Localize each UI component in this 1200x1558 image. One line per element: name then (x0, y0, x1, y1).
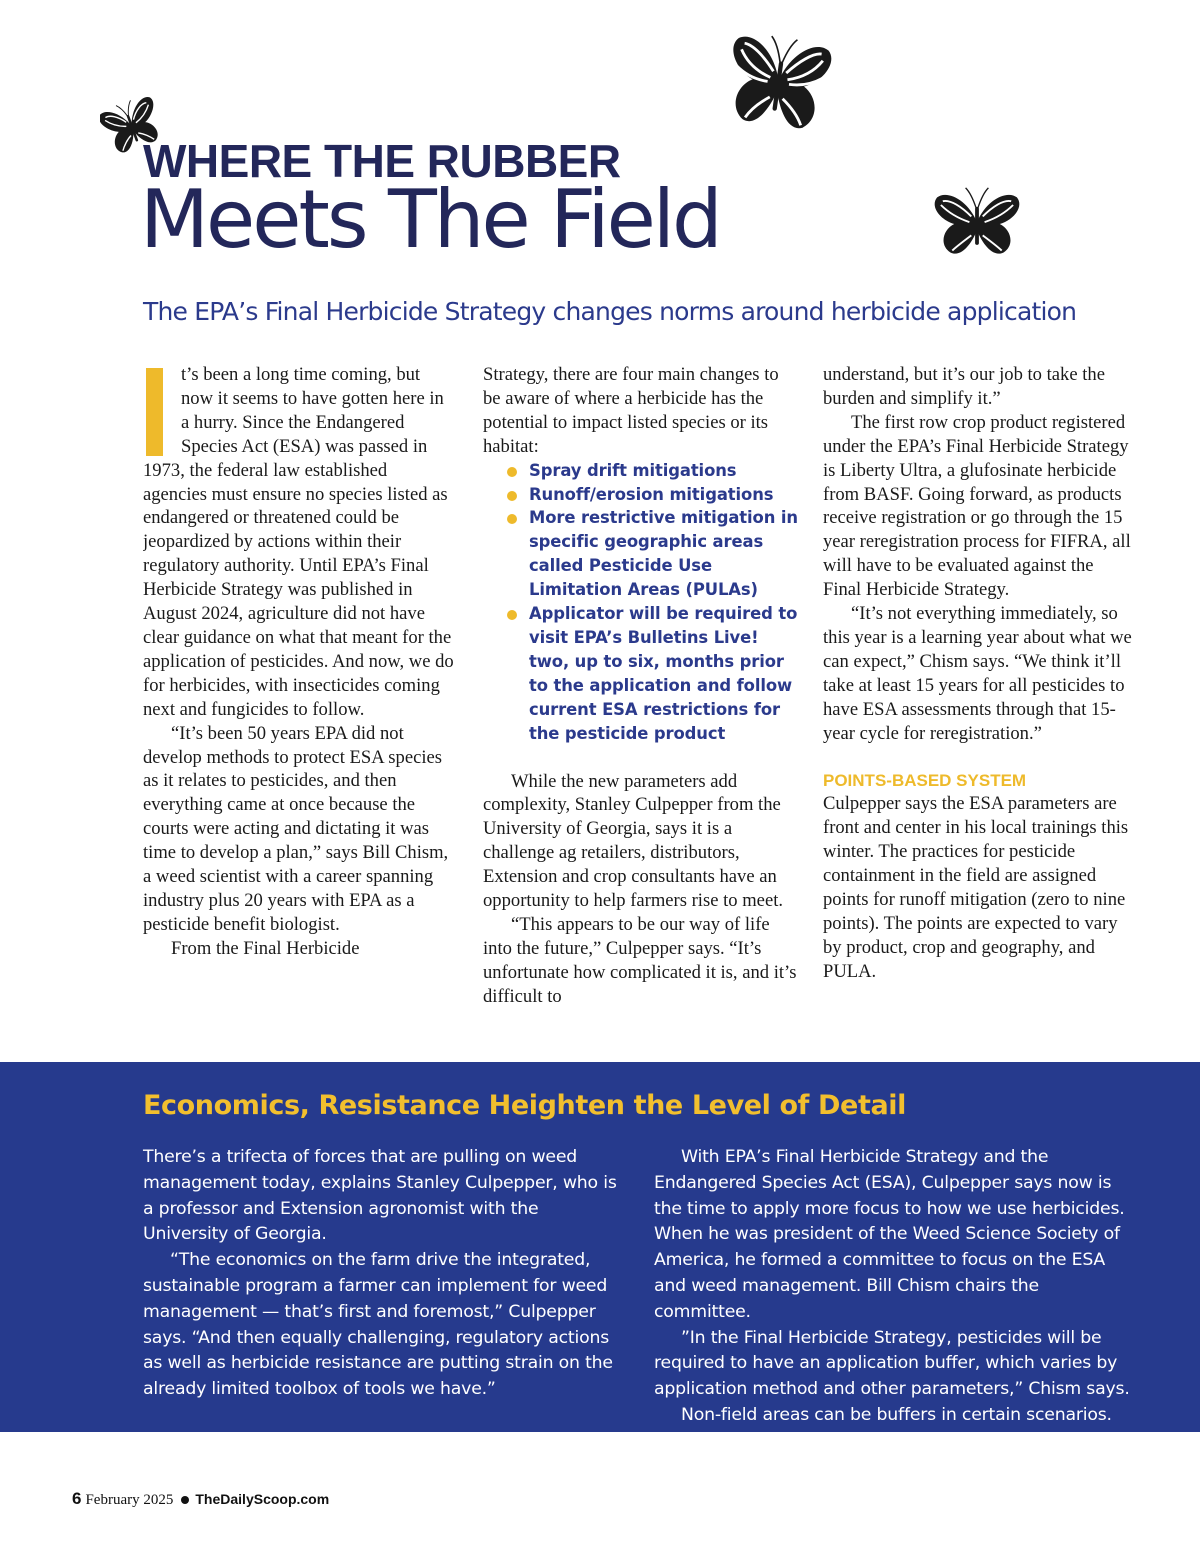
article-paragraph: Culpepper says the ESA parameters are front and center in his local trainings this winter. The practices for pesticide containment in the field are assigned points for runoff mitigation (zero to nine points). The points are expected to vary by product, crop and geography, and PULA. (823, 793, 1129, 982)
article-paragraph: t’s been a long time coming, but now it seems to have gotten here in a hurry. Since the Endangered Species Act (ESA) was passed in 1973, the federal law established agencies must ensure no species listed as endangered or threatened could be jeopardized by actions within their regulatory authority. Until EPA’s Final Herbicide Strategy was published in August 2024, agriculture did not have clear guidance on what that meant for the application of pesticides. And now, we do for herbicides, with insecticides coming next and fungicides to follow. (143, 364, 454, 720)
article-headline: Meets The Field (140, 173, 720, 266)
bullet-dot-icon (181, 1496, 189, 1504)
article-paragraph: understand, but it’s our job to take the burden and simplify it.” (823, 364, 1105, 409)
list-item: Runoff/erosion mitigations (529, 483, 799, 507)
sidebar-paragraph: There’s a trifecta of forces that are pulling on weed management today, explains Stanley Culpepper, who is a professor and Extension agronomist with the University of Georgia. (143, 1147, 617, 1245)
sidebar-title: Economics, Resistance Heighten the Level of Detail (143, 1090, 906, 1121)
article-paragraph: Strategy, there are four main changes to be aware of where a herbicide has the potential to impact listed species or its habitat: (483, 364, 779, 457)
page-number: 6 (72, 1489, 82, 1508)
article-paragraph: The first row crop product registered under the EPA’s Final Herbicide Strategy is Liberty Ultra, a glufosinate herbicide from BASF. Going forward, as products receive registration or go through the 15 year reregistration process for FIFRA, all will have to be evaluated against the Final Herbicide Strategy. (823, 411, 1131, 601)
article-paragraph: While the new parameters add complexity, Stanley Culpepper from the University of Georgia, says it is a challenge ag retailers, distributors, Extension and crop consultants have an opportunity to help farmers rise to meet. (483, 770, 784, 912)
article-dek: The EPA’s Final Herbicide Strategy changes norms around herbicide application (143, 297, 1077, 326)
issue-date: February 2025 (85, 1492, 174, 1508)
article-paragraph: From the Final Herbicide (171, 937, 360, 959)
mitigation-list (483, 459, 799, 746)
article-column-3 (823, 363, 1135, 1043)
drop-cap (146, 368, 163, 456)
article-column-1 (143, 363, 455, 1043)
sidebar-paragraph: ”In the Final Herbicide Strategy, pesticides will be required to have an application buffer, which varies by application method and other parameters,” Chism says. (654, 1327, 1130, 1400)
sidebar-paragraph: “The economics on the farm drive the integrated, sustainable program a farmer can implement for weed management — that’s first and foremost,” Culpepper says. “And then equally challenging, regulatory actions as well as herbicide resistance are putting strain on the already limited toolbox of tools we have.” (143, 1250, 613, 1400)
page-footer (72, 1489, 329, 1510)
article-paragraph: “It’s not everything immediately, so this year is a learning year about what we can expect,” Chism says. “We think it’ll take at least 15 years for all pesticides to have ESA assessments through that 15-year cycle for reregistration.” (823, 603, 1132, 744)
list-item: More restrictive mitigation in specific geographic areas called Pesticide Use Limitation Areas (PULAs) (529, 506, 799, 602)
article-paragraph: “This appears to be our way of life into the future,” Culpepper says. “It’s unfortunate how complicated it is, and it’s difficult to (483, 913, 797, 1007)
sidebar-paragraph: With EPA’s Final Herbicide Strategy and the Endangered Species Act (ESA), Culpepper says now is the time to apply more focus to how we use herbicides. When he was president of the Weed Science Society of America, he formed a committee to focus on the ESA and weed management. Bill Chism chairs the committee. (654, 1147, 1125, 1322)
website-link[interactable]: TheDailyScoop.com (195, 1491, 330, 1507)
article-paragraph: “It’s been 50 years EPA did not develop methods to protect ESA species as it relates to pesticides, and then everything came at once because the courts were acting and dictating it was time to develop a plan,” says Bill Chism, a weed scientist with a career spanning industry plus 20 years with EPA as a pesticide benefit biologist. (143, 722, 449, 935)
article-column-2 (483, 363, 799, 1043)
butterfly-icon (928, 186, 1026, 262)
list-item: Applicator will be required to visit EPA’s Bulletins Live! two, up to six, months prior to the application and follow current ESA restrictions for the pesticide product (529, 602, 799, 745)
article-kicker: WHERE THE RUBBER (143, 135, 621, 187)
section-subhead: POINTS-BASED SYSTEM (823, 770, 1027, 790)
sidebar-column-2 (654, 1145, 1132, 1429)
sidebar-paragraph: Non-field areas can be buffers in certain scenarios. (681, 1404, 1112, 1425)
list-item: Spray drift mitigations (529, 459, 799, 483)
sidebar-column-1 (143, 1145, 621, 1403)
butterfly-icon (724, 30, 832, 140)
